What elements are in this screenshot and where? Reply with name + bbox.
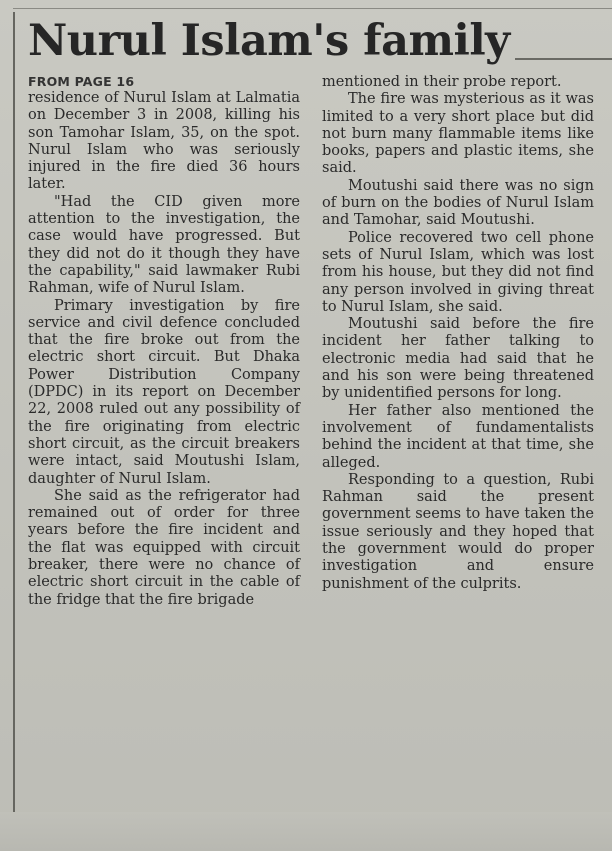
paragraph: Primary investigation by fire service and civil defence concluded that the fire broke out from the electric short circuit. But Dhaka Power Distribution Company (DPDC) in its report on December 22, 2008 ruled out any possibility of the fire originating from electric short circuit, as the circuit breakers were intact, said Moutushi Islam, daughter of Nurul Islam. <box>28 297 300 487</box>
paragraph: Responding to a question, Rubi Rahman said the present government seems to have taken the issue seriously and they hoped that the government would do proper investigation and ensure punishment of the culprits. <box>322 471 594 592</box>
headline-rule <box>515 58 612 60</box>
headline: Nurul Islam's family <box>28 16 510 66</box>
paragraph: Moutushi said there was no sign of burn on the bodies of Nurul Islam and Tamohar, said Moutushi. <box>322 177 594 229</box>
paragraph: She said as the refrigerator had remained out of order for three years before the fire incident and the flat was equipped with circuit breaker, there were no chance of electric short circuit in the cable of the fridge that the fire brigade <box>28 487 300 608</box>
paragraph: residence of Nurul Islam at Lalmatia on December 3 in 2008, killing his son Tamohar Islam, 35, on the spot. Nurul Islam who was seriously injured in the fire died 36 hours later. <box>28 90 300 193</box>
paragraph: The fire was mysterious as it was limited to a very short place but did not burn many flammable items like books, papers and plastic items, she said. <box>322 91 594 177</box>
paragraph: Police recovered two cell phone sets of Nurul Islam, which was lost from his house, but they did not find any person involved in giving threat to Nurul Islam, she said. <box>322 229 594 315</box>
page-margin <box>0 812 612 851</box>
paragraph: "Had the CID given more attention to the investigation, the case would have progressed. But they did not do it though they have the capability," said lawmaker Rubi Rahman, wife of Nurul Islam. <box>28 193 300 297</box>
left-column-rule <box>13 12 15 812</box>
paragraph: Moutushi said before the fire incident her father talking to electronic media had said that he and his son were being threatened by unidentified persons for long. <box>322 316 594 402</box>
right-column <box>322 74 594 593</box>
paragraph: mentioned in their probe report. <box>322 74 562 90</box>
paragraph: Her father also mentioned the involvement of fundamentalists behind the incident at that time, she alleged. <box>322 402 594 471</box>
kicker: FROM PAGE 16 <box>28 74 135 89</box>
top-rule <box>13 8 612 9</box>
left-column <box>28 74 300 609</box>
